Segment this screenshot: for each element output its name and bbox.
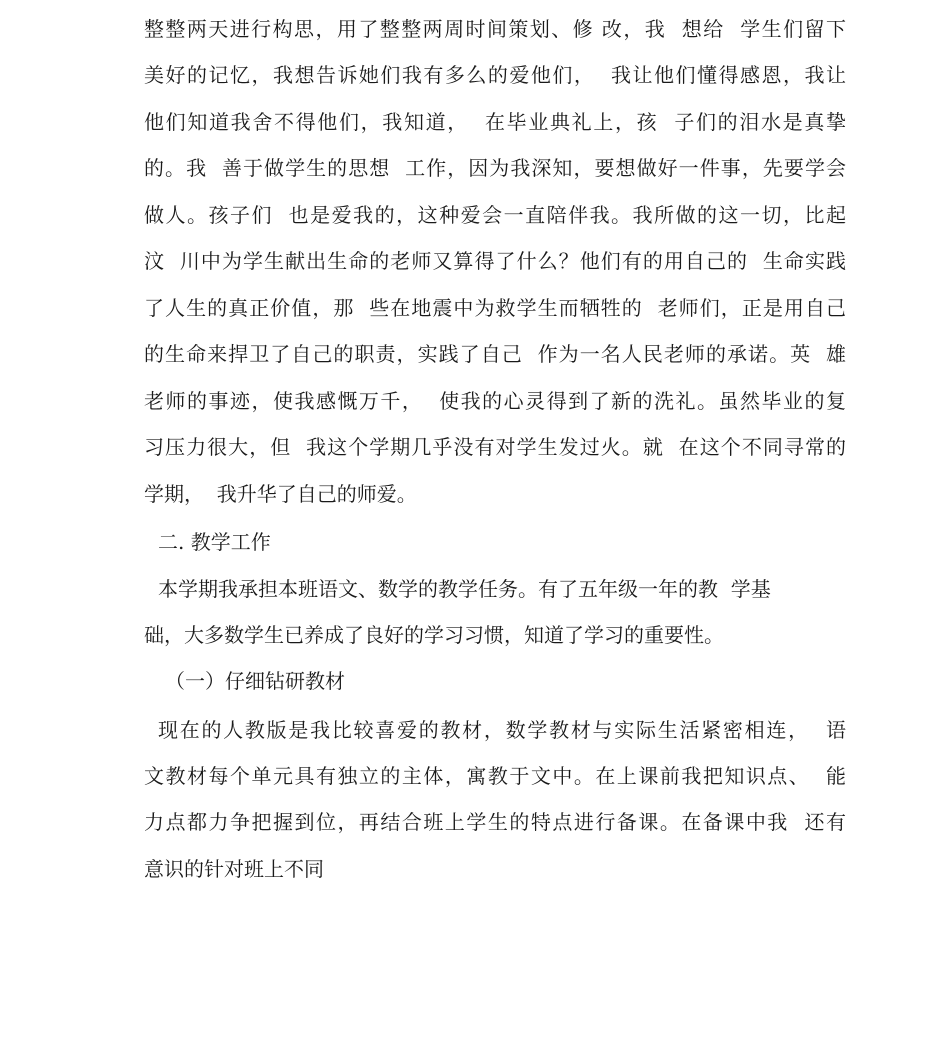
text-line: 意识的针对班上不同 [144,857,324,881]
text-line: 汶 川中为学生献出生命的老师又算得了什么？他们有的用自己的 生命实践 [144,249,846,273]
text-line: 本学期我承担本班语文、数学的教学任务。有了五年级一年的教 学基 [158,577,771,601]
text-line: 学期， 我升华了自己的师爱。 [144,482,417,506]
text-line: 习压力很大，但 我这个学期几乎没有对学生发过火。就 在这个不同寻常的 [144,435,846,459]
text-line: 整整两天进行构思，用了整整两周时间策划、修 改，我 想给 学生们留下 [144,17,846,41]
text-line: 的生命来捍卫了自己的职责，实践了自己 作为一名人民老师的承诺。英 雄 [144,342,846,366]
text-line: 的。我 善于做学生的思想 工作，因为我深知，要想做好一件事，先要学会 [144,156,846,180]
text-line: 了人生的真正价值，那 些在地震中为救学生而牺牲的 老师们，正是用自己 [144,296,846,320]
text-line: 力点都力争把握到位，再结合班上学生的特点进行备课。在备课中我 还有 [144,810,846,834]
text-line: 老师的事迹，使我感慨万千， 使我的心灵得到了新的洗礼。虽然毕业的复 [144,389,846,413]
text-line: 现在的人教版是我比较喜爱的教材，数学教材与实际生活紧密相连， 语 [158,718,846,742]
section-heading: 二. 教学工作 [158,530,271,554]
text-line: 美好的记忆，我想告诉她们我有多么的爱他们， 我让他们懂得感恩，我让 [144,63,846,87]
text-line: 做人。孩子们 也是爱我的，这种爱会一直陪伴我。我所做的这一切，比起 [144,203,846,227]
subsection-heading: （一）仔细钻研教材 [165,669,345,693]
text-line: 础，大多数学生已养成了良好的学习习惯，知道了学习的重要性。 [144,623,724,647]
text-line: 文教材每个单元具有独立的主体，寓教于文中。在上课前我把知识点、 能 [144,764,846,788]
text-line: 他们知道我舍不得他们，我知道， 在毕业典礼上，孩 子们的泪水是真挚 [144,110,846,134]
